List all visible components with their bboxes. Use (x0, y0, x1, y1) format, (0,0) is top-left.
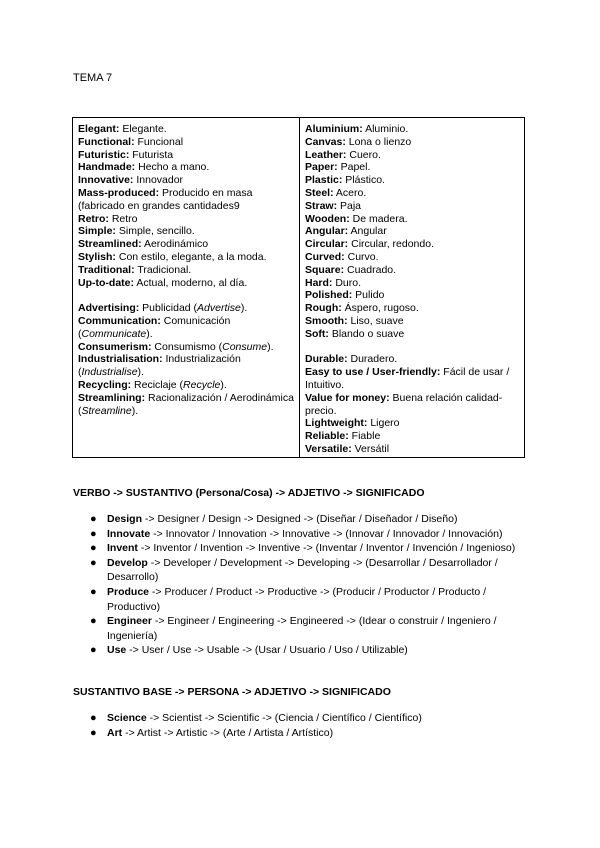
list-item-text: -> Producer / Product -> Productive -> (Producir / Productor / Producto / Productivo) (107, 585, 487, 613)
table-right-column (300, 118, 524, 457)
table-entry (305, 328, 520, 341)
entry-term: Wooden: (305, 212, 350, 225)
section-heading-verbs: VERBO -> SUSTANTIVO (Persona/Cosa) -> ADJETIVO -> SIGNIFICADO (73, 487, 425, 499)
table-left-column (73, 118, 300, 457)
entry-definition: Consumismo ( (151, 340, 223, 353)
bullet-icon: ● (90, 513, 97, 525)
entry-definition: Funcional (134, 135, 184, 148)
table-entry (78, 123, 295, 136)
entry-definition: Cuero. (346, 148, 381, 161)
table-entry (78, 187, 295, 213)
section-heading-nouns: SUSTANTIVO BASE -> PERSONA -> ADJETIVO -> SIGNIFICADO (73, 686, 391, 698)
entry-definition: Blando o suave (328, 327, 405, 340)
list-item-word: Innovate (107, 527, 151, 540)
list-item-word: Produce (107, 585, 150, 598)
entry-definition: Duradero. (347, 353, 398, 366)
entry-term: Curved: (305, 250, 345, 263)
entry-verb: Recycle (183, 378, 221, 391)
list-item-text: -> Designer / Design -> Designed -> (Diseñar / Diseñador / Diseño) (142, 513, 458, 525)
entry-term: Consumerism: (78, 340, 152, 353)
table-entry (78, 136, 295, 149)
entry-definition: Reciclaje ( (131, 378, 184, 391)
bullet-icon: ● (90, 585, 97, 598)
table-entry (78, 174, 295, 187)
list-item (90, 643, 535, 658)
entry-definition: Plástico. (342, 174, 385, 187)
entry-term: Reliable: (305, 430, 349, 443)
list-item-text: -> Artist -> Artistic -> (Arte / Artista / Artístico) (122, 726, 334, 739)
entry-definition: Papel. (337, 161, 371, 174)
bullet-icon: ● (90, 615, 97, 628)
entry-definition: Buena relación calidad-precio. (305, 391, 503, 417)
entry-end: ). (137, 366, 144, 379)
adjective-list (78, 123, 295, 289)
entry-term: Durable: (305, 353, 348, 366)
bullet-icon: ● (90, 542, 97, 555)
material-shape-list (305, 123, 520, 341)
entry-term: Circular: (305, 238, 349, 251)
entry-end: ). (240, 302, 248, 315)
table-entry (78, 251, 295, 264)
entry-term: Easy to use / User-friendly: (305, 366, 441, 379)
entry-term: Leather: (305, 148, 347, 161)
entry-definition: Tradicional. (134, 263, 192, 276)
entry-term: Aluminium: (305, 123, 363, 135)
table-entry (305, 200, 520, 213)
table-entry (305, 149, 520, 162)
page-title: TEMA 7 (73, 72, 113, 84)
list-item-text: -> Inventor / Invention -> Inventive -> (Inventar / Inventor / Invención / Ingenioso) (137, 542, 516, 555)
list-item-text: -> Engineer / Engineering -> Engineered -> (Idear o construir / Ingeniero / Ingeniería) (107, 615, 497, 642)
entry-verb: Consume (222, 340, 268, 353)
table-entry (305, 392, 520, 418)
list-item-word: Art (107, 726, 123, 739)
table-entry (78, 302, 295, 315)
list-item-word: Engineer (107, 615, 152, 628)
entry-definition: Actual, moderno, al día. (134, 276, 248, 289)
entry-definition: Simple, sencillo. (115, 225, 195, 238)
quality-list (305, 353, 520, 455)
entry-term: Simple: (78, 225, 116, 238)
entry-term: Lightweight: (305, 417, 368, 430)
entry-term: Streamlined: (78, 238, 142, 251)
table-entry (78, 277, 295, 290)
entry-end: ). (131, 404, 139, 417)
table-entry (305, 302, 520, 315)
entry-definition: Comunicación ( (78, 314, 231, 340)
entry-term: Streamlining: (78, 391, 146, 404)
bullet-icon: ● (90, 556, 97, 569)
entry-definition: De madera. (349, 212, 408, 225)
entry-term: Paper: (305, 161, 338, 174)
list-item (90, 726, 535, 741)
list-item (90, 527, 535, 542)
list-item (90, 614, 535, 643)
list-item (90, 711, 535, 726)
entry-definition: Liso, suave (347, 314, 404, 327)
table-entry (78, 213, 295, 226)
entry-term: Hard: (305, 276, 333, 289)
table-entry (305, 238, 520, 251)
entry-definition: Pulido (352, 289, 385, 302)
table-entry (305, 123, 520, 136)
entry-term: Canvas: (305, 135, 346, 148)
entry-verb: Streamline (81, 404, 132, 417)
table-entry (78, 341, 295, 354)
entry-term: Stylish: (78, 250, 116, 263)
table-entry (305, 277, 520, 290)
table-entry (78, 149, 295, 162)
entry-term: Industrialisation: (78, 353, 163, 366)
table-entry (305, 353, 520, 366)
table-entry (305, 264, 520, 277)
entry-definition: Paja (337, 199, 362, 212)
entry-term: Innovative: (78, 174, 134, 187)
bullet-icon: ● (90, 726, 97, 739)
list-item-word: Develop (107, 556, 148, 569)
entry-end: ). (220, 378, 227, 391)
list-item (90, 585, 535, 614)
entry-definition: Elegante. (119, 123, 167, 135)
bullet-icon: ● (90, 527, 97, 540)
entry-definition: Acero. (333, 186, 367, 199)
table-entry (305, 417, 520, 430)
table-entry (305, 213, 520, 226)
entry-definition: Cuadrado. (344, 263, 397, 276)
list-item (90, 556, 535, 585)
entry-end: ). (146, 327, 153, 340)
table-entry (305, 136, 520, 149)
list-item-word: Use (107, 644, 127, 657)
table-entry (78, 379, 295, 392)
list-item-text: -> Developer / Development -> Developing -> (Desarrollar / Desarrollador / Desarrollo) (107, 556, 498, 584)
entry-term: Straw: (305, 199, 338, 212)
entry-definition: Publicidad ( (139, 302, 198, 315)
bullet-icon: ● (90, 712, 97, 724)
entry-term: Rough: (305, 302, 342, 315)
table-entry (305, 366, 520, 392)
table-entry (305, 315, 520, 328)
entry-definition: Versátil (351, 442, 390, 455)
entry-term: Up-to-date: (78, 276, 134, 289)
list-item-word: Design (107, 513, 143, 525)
entry-definition: Duro. (332, 276, 362, 289)
entry-definition: Aerodinámico (141, 238, 209, 251)
entry-term: Angular: (305, 225, 349, 238)
list-item (90, 541, 535, 556)
entry-term: Traditional: (78, 263, 135, 276)
entry-verb: Communicate (81, 327, 147, 340)
entry-definition: Ligero (367, 417, 400, 430)
entry-definition: Fácil de usar / Intuitivo. (305, 366, 510, 391)
entry-definition: Lona o lienzo (345, 135, 412, 148)
entry-term: Value for money: (305, 391, 390, 404)
table-entry (78, 161, 295, 174)
entry-term: Recycling: (78, 378, 132, 391)
entry-term: Elegant: (78, 123, 120, 135)
table-entry (305, 443, 520, 456)
entry-term: Square: (305, 263, 345, 276)
entry-definition: Futurista (129, 148, 174, 161)
entry-definition: Circular, redondo. (348, 238, 434, 251)
entry-verb: Advertise (197, 302, 241, 315)
table-entry (305, 251, 520, 264)
table-entry (78, 238, 295, 251)
entry-definition: Producido en masa (fabricado en grandes cantidades9 (78, 186, 253, 212)
entry-term: Mass-produced: (78, 186, 160, 199)
table-entry (78, 353, 295, 379)
entry-definition: Áspero, rugoso. (341, 302, 419, 315)
entry-definition: Curvo. (344, 250, 379, 263)
entry-definition: Innovador (133, 174, 184, 187)
table-entry (305, 174, 520, 187)
entry-term: Polished: (305, 289, 353, 302)
list-item-text: -> User / Use -> Usable -> (Usar / Usuario / Uso / Utilizable) (126, 644, 408, 657)
entry-term: Advertising: (78, 302, 140, 315)
table-entry (78, 264, 295, 277)
table-entry (305, 430, 520, 443)
entry-definition: Aluminio. (362, 123, 409, 135)
noun-family-list (90, 711, 535, 740)
entry-end: ). (267, 340, 274, 353)
table-entry (78, 392, 295, 418)
entry-definition: Con estilo, elegante, a la moda. (115, 250, 267, 263)
entry-definition: Fiable (348, 430, 381, 443)
list-item-text: -> Scientist -> Scientific -> (Ciencia / Científico / Científico) (146, 712, 422, 724)
list-item-word: Science (107, 712, 147, 724)
entry-term: Soft: (305, 327, 329, 340)
list-item-word: Invent (107, 542, 138, 555)
entry-definition: Retro (108, 212, 138, 225)
table-entry (305, 289, 520, 302)
entry-verb: Industrialise (81, 366, 138, 379)
table-entry (78, 225, 295, 238)
entry-term: Retro: (78, 212, 109, 225)
table-entry (305, 161, 520, 174)
entry-term: Versatile: (305, 442, 352, 455)
vocabulary-table (72, 117, 525, 458)
list-item (90, 512, 535, 527)
table-entry (305, 187, 520, 200)
noun-list (78, 302, 295, 417)
entry-term: Handmade: (78, 161, 136, 174)
entry-term: Functional: (78, 135, 135, 148)
verb-family-list (90, 512, 535, 658)
entry-definition: Hecho a mano. (135, 161, 210, 174)
entry-definition: Racionalización / Aerodinámica ( (78, 391, 294, 417)
list-item-text: -> Innovator / Innovation -> Innovative -> (Innovar / Innovador / Innovación) (150, 527, 503, 540)
entry-term: Communication: (78, 314, 161, 327)
table-entry (78, 315, 295, 341)
table-entry (305, 225, 520, 238)
entry-definition: Industrialización ( (78, 353, 241, 379)
entry-term: Plastic: (305, 174, 343, 187)
entry-term: Steel: (305, 186, 334, 199)
entry-term: Smooth: (305, 314, 348, 327)
entry-definition: Angular (348, 225, 387, 238)
entry-term: Futuristic: (78, 148, 130, 161)
bullet-icon: ● (90, 644, 97, 657)
